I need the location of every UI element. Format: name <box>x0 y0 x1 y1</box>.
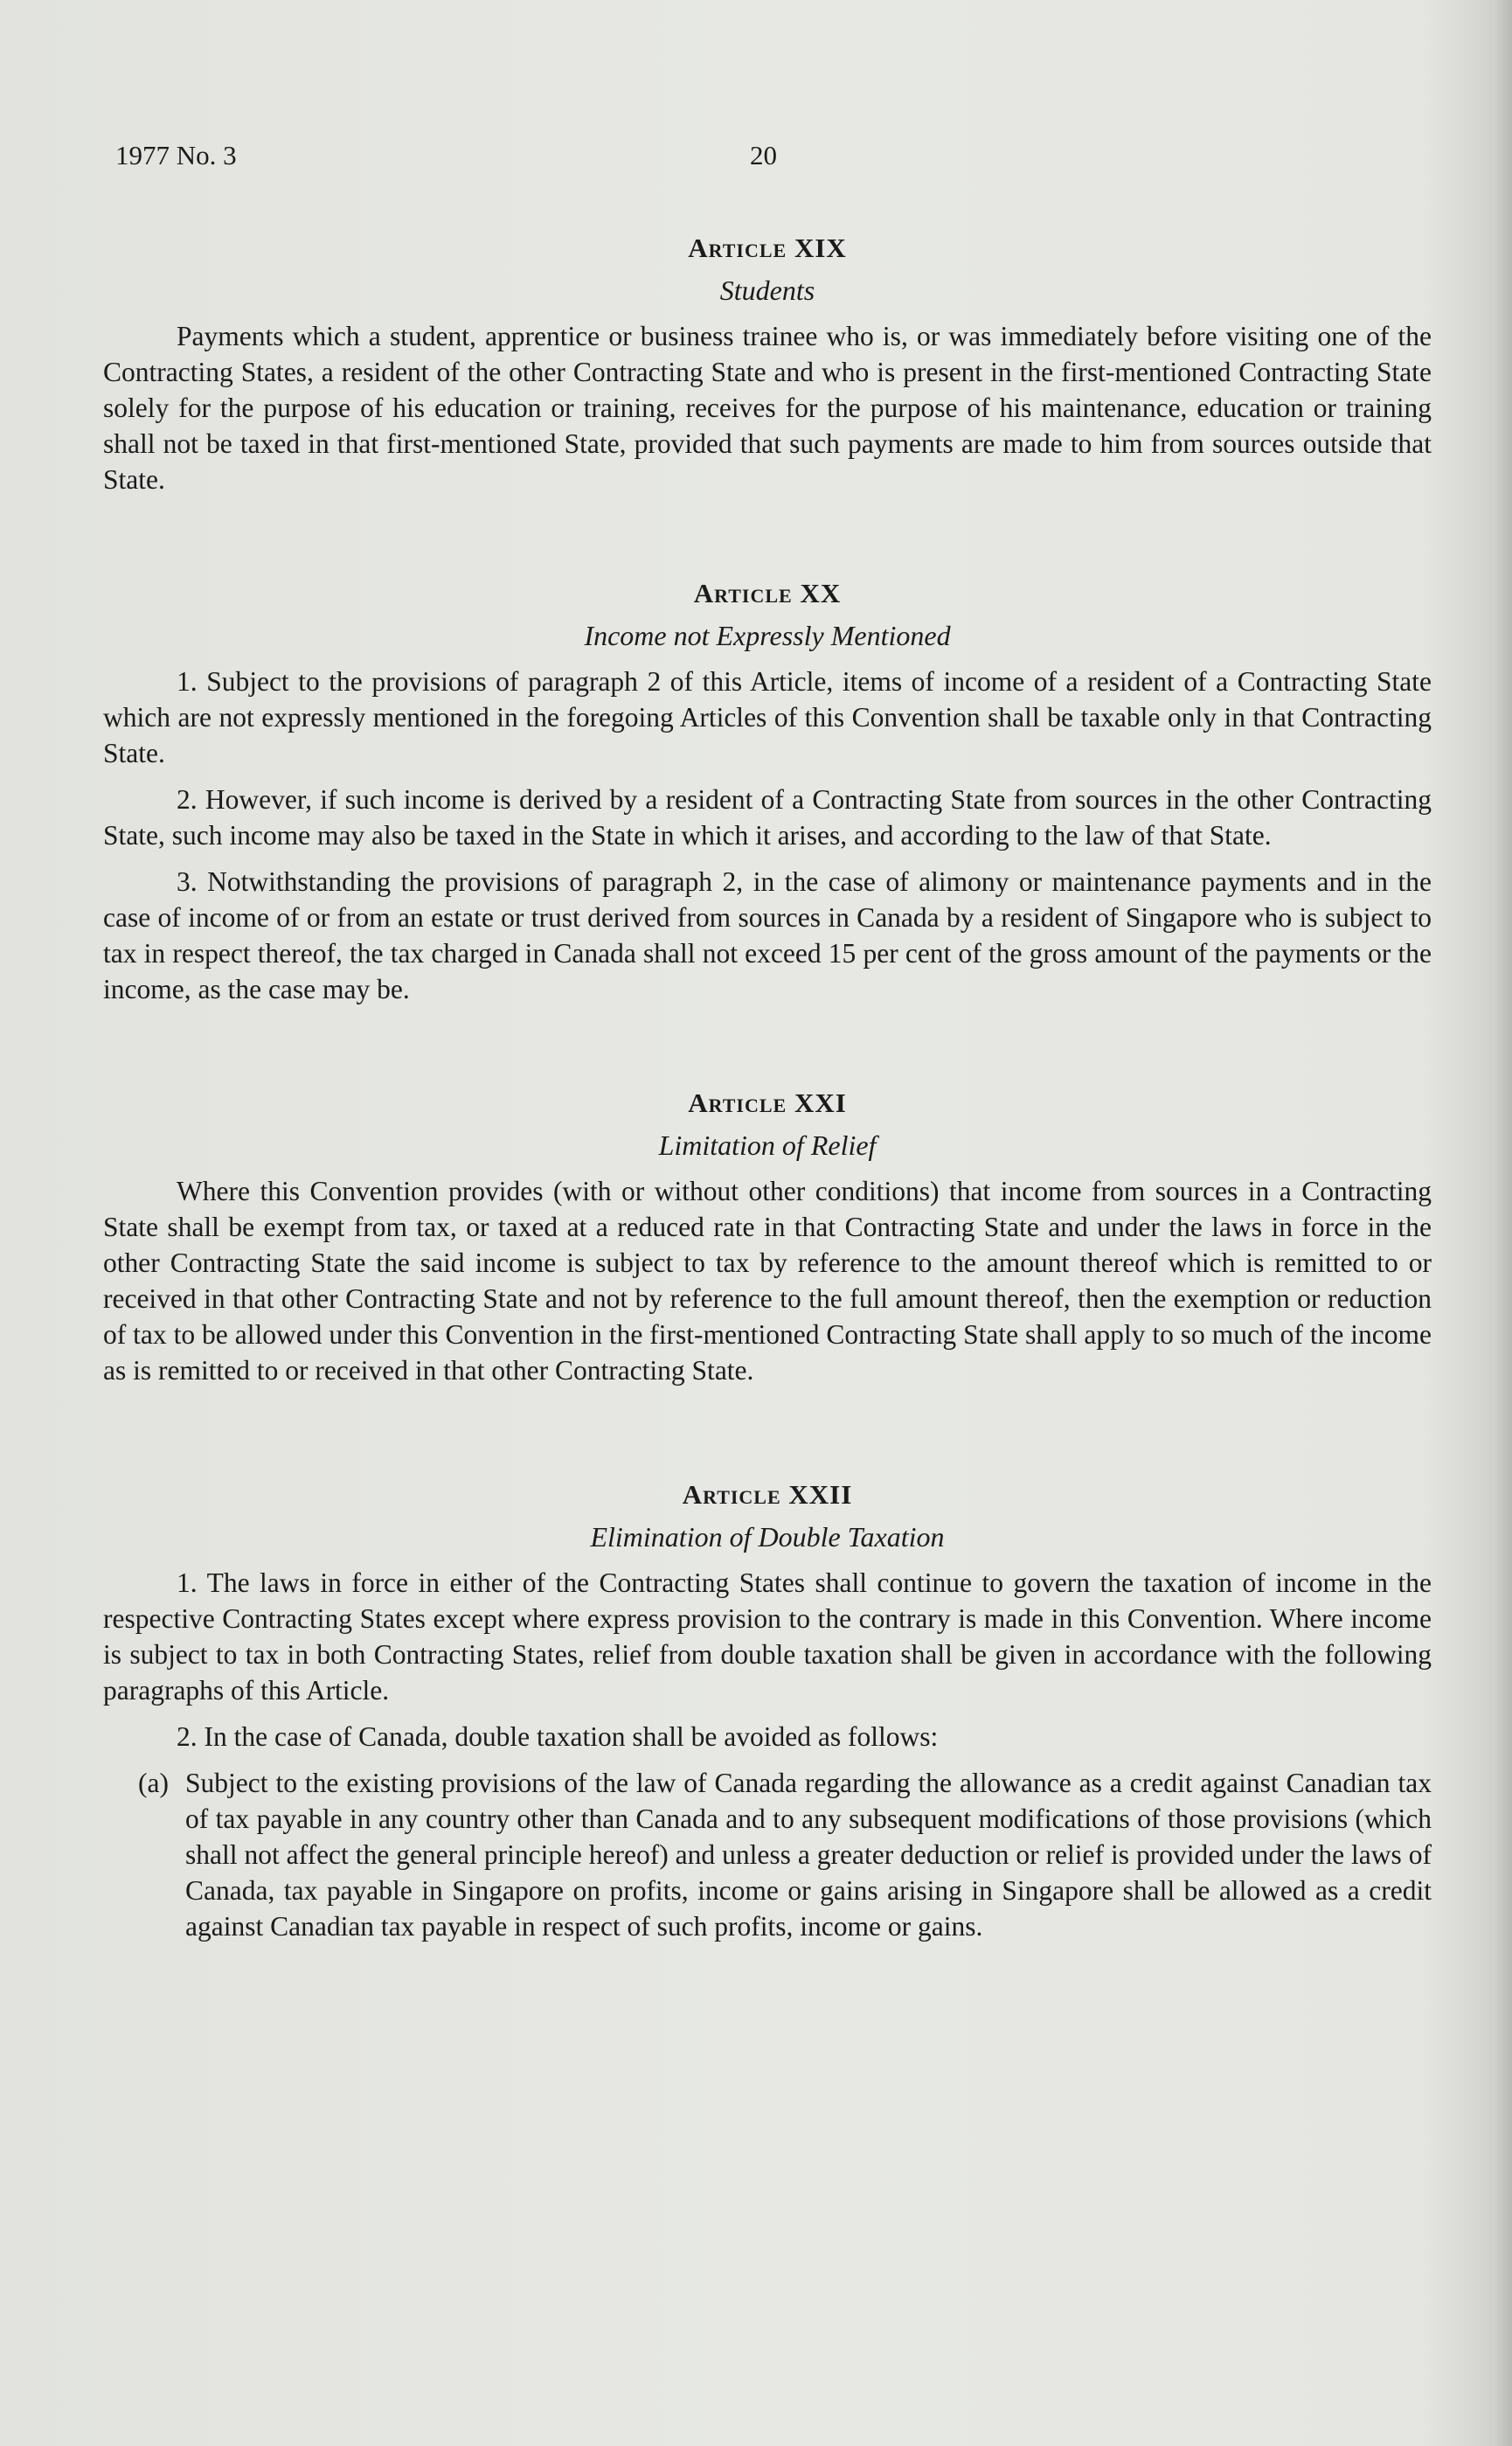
paragraph: 3. Notwithstanding the provisions of paragraph 2, in the case of alimony or maintenance payments and in the case of income of or from an estate or trust derived from sources in Canada by a resident of Singapore who is subject to tax in respect thereof, the tax charged in Canada shall not exceed 15 per cent of the gross amount of the payments or the income, as the case may be. <box>103 866 1432 1004</box>
paragraph: 1. The laws in force in either of the Contracting States shall continue to govern the taxation of income in the respective Contracting States except where express provision to the contrary is made in this Convention. Where income is subject to tax in both Contracting States, relief from double taxation shall be given in accordance with the following paragraphs of this Article. <box>103 1567 1432 1706</box>
article-xix <box>103 229 1432 497</box>
article-title: Article XX <box>693 578 842 608</box>
page-header <box>115 140 1444 184</box>
article-subtitle: Elimination of Double Taxation <box>590 1521 945 1553</box>
paragraph: 2. In the case of Canada, double taxation shall be avoided as follows: <box>177 1721 939 1752</box>
paragraph: Payments which a student, apprentice or business trainee who is, or was immediately before visiting one of the Contracting States, a resident of the other Contracting State and who is present in the first-mentioned Contracting State solely for the purpose of his education or training, receives for the purpose of his maintenance, education or training shall not be taxed in that first-mentioned State, provided that such payments are made to him from sources outside that State. <box>103 321 1432 495</box>
list-item-label: (a) <box>138 1768 169 1798</box>
article-title: Article XIX <box>688 233 847 263</box>
article-subtitle: Limitation of Relief <box>658 1129 877 1161</box>
article-subtitle: Income not Expressly Mentioned <box>584 620 951 651</box>
paragraph: 2. However, if such income is derived by a resident of a Contracting State from sources in the other Contracting State, such income may also be taxed in the State in which it arises, and according to the law of that State. <box>103 784 1432 851</box>
paragraph: Where this Convention provides (with or without other conditions) that income from sources in a Contracting State shall be exempt from tax, or taxed at a reduced rate in that Contracting State and under the laws in force in the other Contracting State the said income is subject to tax by reference to the amount thereof which is remitted to or received in that other Contracting State and not by reference to the full amount thereof, then the exemption or reduction of tax to be allowed under this Convention in the first-mentioned Contracting State shall apply to so much of the income as is remitted to or received in that other Contracting State. <box>103 1176 1432 1386</box>
paragraph: 1. Subject to the provisions of paragraph 2 of this Article, items of income of a resident of a Contracting State which are not expressly mentioned in the foregoing Articles of this Convention shall be taxable only in that Contracting State. <box>103 666 1432 768</box>
list-item-text: Subject to the existing provisions of the law of Canada regarding the allowance as a credit against Canadian tax of tax payable in any country other than Canada and to any subsequent modifications of those provisions (which shall not affect the general principle hereof) and unless a greater deduction or relief is provided under the laws of Canada, tax payable in Singapore on profits, income or gains arising in Singapore shall be allowed as a credit against Canadian tax payable in respect of such profits, income or gains. <box>185 1768 1432 1942</box>
year-number: 1977 No. 3 <box>115 140 237 170</box>
article-title: Article XXI <box>688 1087 847 1118</box>
page-number: 20 <box>750 140 777 170</box>
article-xx <box>103 574 1432 1007</box>
document-body <box>103 229 1432 1944</box>
article-subtitle: Students <box>719 274 815 306</box>
article-title: Article XXII <box>682 1479 853 1510</box>
list-item <box>138 1765 1432 1944</box>
page-edge-shadow <box>1493 0 1512 2446</box>
article-xxi <box>103 1084 1432 1388</box>
article-xxii <box>103 1476 1432 1944</box>
